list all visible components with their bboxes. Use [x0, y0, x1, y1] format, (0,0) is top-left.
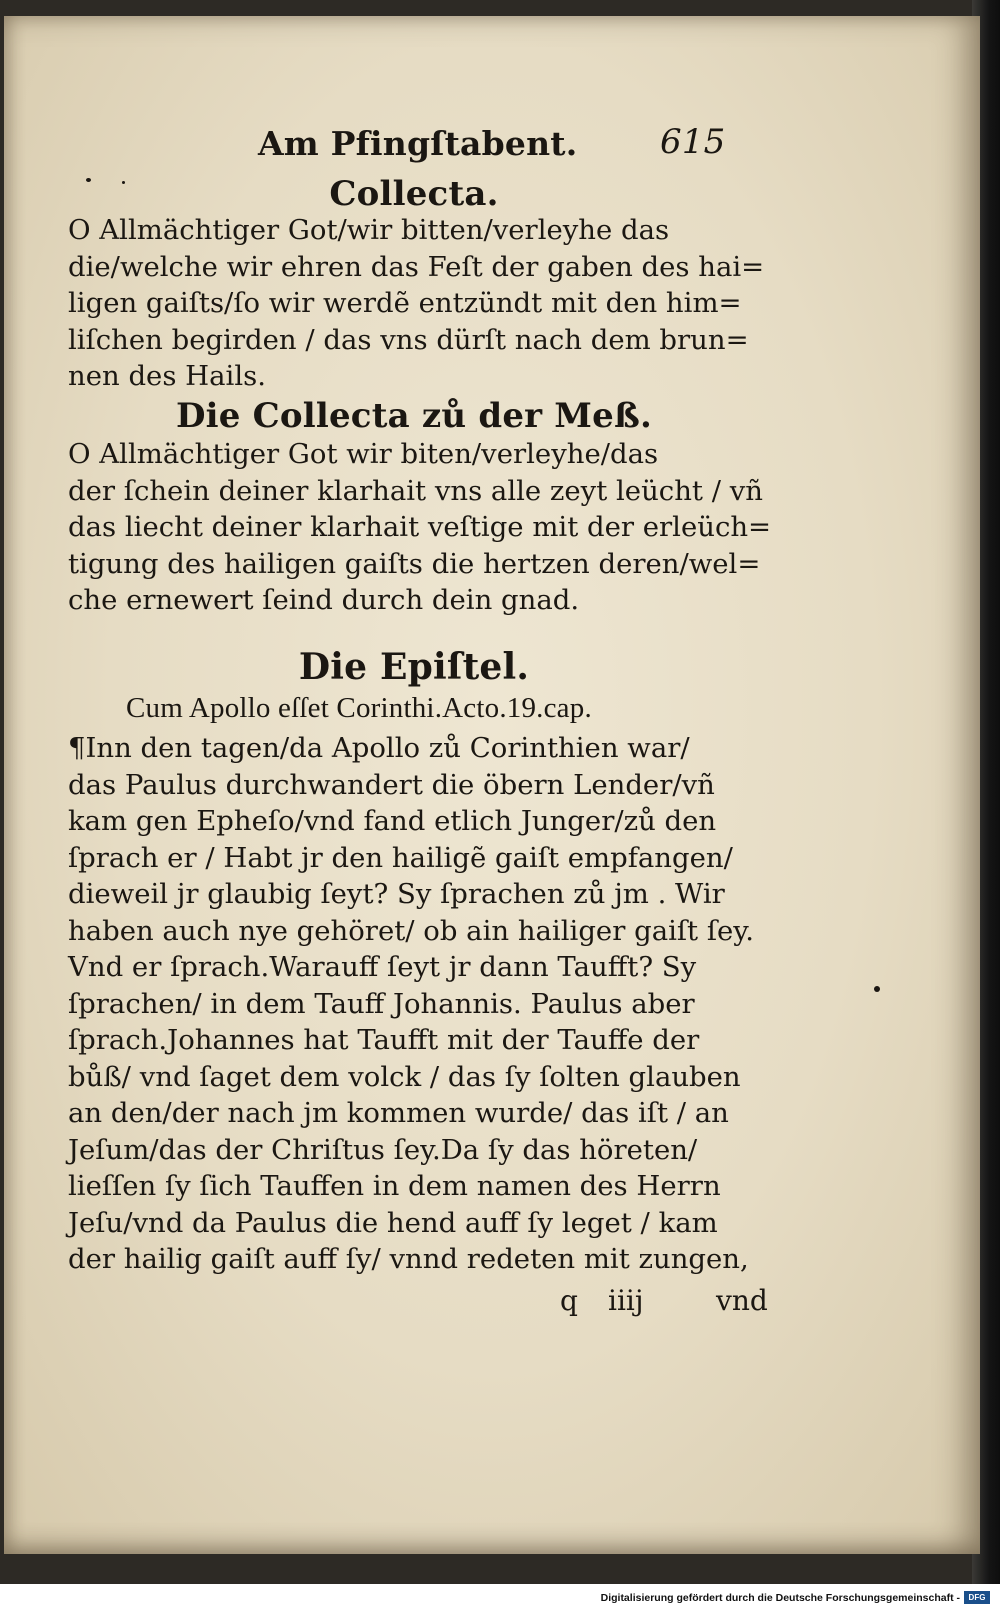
text-line: an den/der nach jm kommen wurde/ das iſt / an — [68, 1097, 729, 1129]
epistel-paragraph — [68, 730, 788, 1278]
text-line: bůß/ vnd ſaget dem volck / das ſy ſolten glauben — [68, 1060, 741, 1093]
text-line: ¶Inn den tagen/da Apollo zů Corinthien war/ — [68, 732, 690, 764]
catchword: vnd — [716, 1284, 768, 1317]
text-line: die/welche wir ehren das Feſt der gaben des hai= — [68, 250, 765, 283]
text-line: O Allmächtiger Got/wir bitten/verleyhe das — [68, 214, 670, 246]
footer-bar — [0, 1584, 1000, 1611]
text-line: das Paulus durchwandert die öbern Lender/vñ — [68, 768, 715, 801]
epistel-subheading: Cum Apollo eſſet Corinthi.Acto.19.cap. — [126, 692, 592, 724]
ink-speck — [874, 986, 880, 992]
text-line: che ernewert ſeind durch dein gnad. — [68, 584, 580, 616]
text-line: ſprachen/ in dem Tauff Johannis. Paulus aber — [68, 987, 695, 1020]
ink-speck — [122, 181, 125, 184]
text-line: das liecht deiner klarhait veſtige mit der erleüch= — [68, 511, 772, 543]
running-title: Am Pfingſtabent. — [258, 124, 578, 163]
text-line: lieſſen ſy ſich Tauffen in dem namen des Herrn — [68, 1170, 721, 1202]
text-line: nen des Hails. — [68, 360, 266, 392]
text-line: dieweil jr glaubig ſeyt? Sy ſprachen zů jm . Wir — [68, 878, 725, 910]
signature-number: iiij — [608, 1284, 644, 1317]
text-line: O Allmächtiger Got wir biten/verleyhe/das — [68, 438, 659, 470]
funding-credit: Digitalisierung gefördert durch die Deutsche Forschungsgemeinschaft - — [600, 1592, 960, 1604]
book-page — [4, 16, 980, 1554]
messe-paragraph — [68, 436, 788, 619]
dfg-logo-icon: DFG — [964, 1591, 990, 1604]
signature-letter: q — [560, 1284, 578, 1317]
ink-speck — [86, 178, 91, 182]
text-line: Vnd er ſprach.Warauff ſeyt jr dann Taufft? Sy — [68, 951, 697, 983]
epistel-heading: Die Epiſtel. — [298, 646, 530, 688]
collecta-paragraph — [68, 212, 788, 395]
text-line: kam gen Epheſo/vnd fand etlich Junger/zů den — [68, 805, 717, 837]
folio-number: 615 — [660, 122, 726, 162]
text-line: der ſchein deiner klarhait vns alle zeyt leücht / vñ — [68, 474, 763, 507]
text-line: Jeſu/vnd da Paulus die hend auff ſy leget / kam — [68, 1206, 718, 1239]
text-line: ſprach er / Habt jr den hailigẽ gaiſt empfangen/ — [68, 841, 733, 874]
text-line: Jeſum/das der Chriſtus ſey.Da ſy das höreten/ — [68, 1133, 698, 1166]
text-line: liſchen begirden / das vns dürſt nach dem brun= — [68, 323, 749, 356]
text-line: ſprach.Johannes hat Taufft mit der Tauffe der — [68, 1024, 700, 1056]
messe-heading: Die Collecta zů der Meß. — [175, 396, 653, 436]
text-line: tigung des hailigen gaiſts die hertzen deren/wel= — [68, 547, 761, 580]
text-line: haben auch nye gehöret/ ob ain hailiger gaiſt ſey. — [68, 914, 754, 947]
text-line: ligen gaiſts/ſo wir werdẽ entzündt mit den him= — [68, 287, 742, 319]
text-line: der hailig gaiſt auff ſy/ vnnd redeten mit zungen, — [68, 1243, 749, 1275]
collecta-heading: Collecta. — [329, 174, 499, 214]
